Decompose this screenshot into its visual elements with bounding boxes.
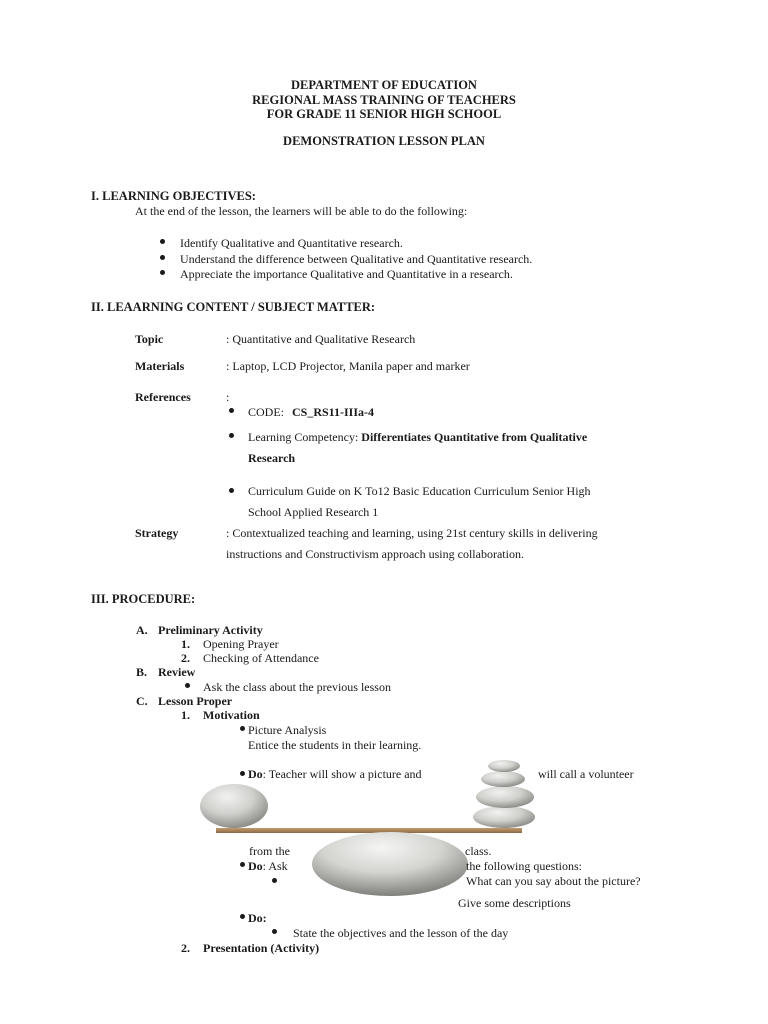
header-line-3: FOR GRADE 11 SENIOR HIGH SCHOOL xyxy=(266,107,502,121)
state-objectives-text: State the objectives and the lesson of the day xyxy=(293,926,509,940)
do-instruction-2-tail: the following questions: xyxy=(466,859,582,873)
from-the-text: from the xyxy=(249,844,290,858)
list-letter: A. xyxy=(136,623,148,637)
reference-code-label: CODE: xyxy=(248,405,284,419)
do-instruction-2 xyxy=(248,859,288,873)
lesson-proper-title: Lesson Proper xyxy=(158,694,233,708)
review-title: Review xyxy=(158,665,196,679)
bullet-icon xyxy=(272,878,277,883)
strategy-label: Strategy xyxy=(135,526,179,540)
list-number: 2. xyxy=(181,651,190,665)
list-number: 2. xyxy=(181,941,190,955)
list-item: Checking of Attendance xyxy=(203,651,319,665)
do-text: : Teacher will show a picture and xyxy=(262,767,422,781)
competency-value-cont: Research xyxy=(248,451,296,465)
entice-text: Entice the students in their learning. xyxy=(248,738,422,752)
topic-label: Topic xyxy=(135,332,164,346)
list-item: Opening Prayer xyxy=(203,637,279,651)
class-text: class. xyxy=(465,844,492,858)
picture-analysis: Picture Analysis xyxy=(248,723,327,737)
objective-item: Identify Qualitative and Quantitative research. xyxy=(180,236,403,250)
list-item: Ask the class about the previous lesson xyxy=(203,680,391,694)
competency-value: Differentiates Quantitative from Qualitative xyxy=(361,430,588,444)
materials-value: : Laptop, LCD Projector, Manila paper and marker xyxy=(226,359,470,373)
reference-code-value: CS_RS11-IIIa-4 xyxy=(292,405,375,419)
strategy-value-cont: instructions and Constructivism approach using collaboration. xyxy=(226,547,524,561)
header-line-2: REGIONAL MASS TRAINING OF TEACHERS xyxy=(252,93,516,107)
strategy-value: : Contextualized teaching and learning, using 21st century skills in delivering xyxy=(226,526,598,540)
list-letter: C. xyxy=(136,694,148,708)
do-instruction-1-tail: will call a volunteer xyxy=(538,767,634,781)
materials-label: Materials xyxy=(135,359,185,373)
section-2-heading: II. LEAARNING CONTENT / SUBJECT MATTER: xyxy=(91,300,376,314)
objective-item: Appreciate the importance Qualitative and Quantitative in a research. xyxy=(180,267,513,281)
reference-guide-cont: School Applied Research 1 xyxy=(248,505,379,519)
bullet-icon xyxy=(240,914,245,919)
do-label-3: Do: xyxy=(248,911,267,925)
competency-label: Learning Competency: xyxy=(248,430,359,444)
references-colon: : xyxy=(226,390,230,404)
presentation-title: Presentation (Activity) xyxy=(203,941,320,955)
do-text: : Ask xyxy=(262,859,288,873)
list-number: 1. xyxy=(181,637,190,651)
list-letter: B. xyxy=(136,665,148,679)
lesson-plan-title: DEMONSTRATION LESSON PLAN xyxy=(283,134,485,148)
bullet-icon xyxy=(272,929,277,934)
objectives-intro: At the end of the lesson, the learners will be able to do the following: xyxy=(135,204,468,218)
list-number: 1. xyxy=(181,708,190,722)
references-label: References xyxy=(135,390,191,404)
section-3-heading: III. PROCEDURE: xyxy=(91,592,196,606)
reference-guide: Curriculum Guide on K To12 Basic Education Curriculum Senior High xyxy=(248,484,591,498)
header-line-1: DEPARTMENT OF EDUCATION xyxy=(291,78,477,92)
bullet-icon xyxy=(240,862,245,867)
section-1-heading: I. LEARNING OBJECTIVES: xyxy=(91,189,256,203)
motivation-title: Motivation xyxy=(203,708,260,722)
preliminary-activity-title: Preliminary Activity xyxy=(158,623,263,637)
topic-value: : Quantitative and Qualitative Research xyxy=(226,332,416,346)
objective-item: Understand the difference between Qualitative and Quantitative research. xyxy=(180,252,533,266)
descriptions-text: Give some descriptions xyxy=(458,896,571,910)
do-label: Do xyxy=(248,767,263,781)
plank-shape xyxy=(216,828,522,833)
question-text: What can you say about the picture? xyxy=(466,874,641,888)
do-label: Do xyxy=(248,859,263,873)
